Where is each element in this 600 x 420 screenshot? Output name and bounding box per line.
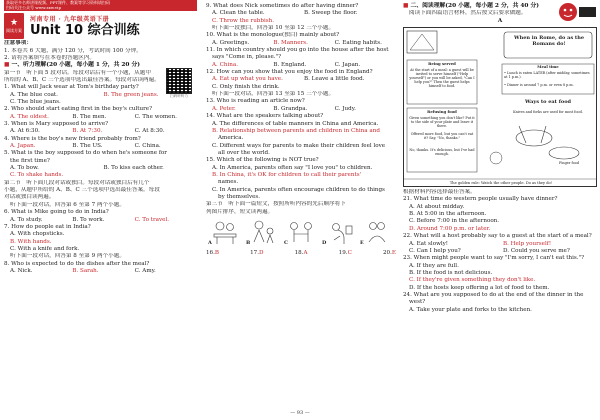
question-9: 9. What does Nick sometimes do after having dinner?	[206, 3, 359, 9]
question-2: 2. Who should start eating first in the boy's culture?	[4, 106, 153, 113]
option[interactable]: A. To study.	[10, 216, 43, 223]
picture-a	[208, 218, 242, 246]
option[interactable]: A. At about midday.	[409, 203, 465, 210]
options-3	[4, 128, 197, 135]
dialog-instruction: 听下面一段对话，回答第 6 至第 7 两个小题。	[10, 201, 125, 208]
refusing-text: Offered more food, but you can't eat it? Say, "No, thanks."	[410, 132, 474, 141]
option[interactable]: B. With hands.	[10, 238, 52, 245]
option[interactable]: A. Nick.	[10, 267, 33, 274]
question-15: 15. Which of the following is NOT true?	[206, 157, 319, 164]
option[interactable]: C. At 8:30.	[134, 128, 165, 135]
part1-instruction: 第一节 听下面 5 段对话。每段对话后有一个小题，从题中	[4, 69, 151, 76]
question-13: 13. Who is reading an article now?	[206, 98, 305, 105]
part2-instruction: 小题，从题中所给的 A、B、C 三个选项中选出最佳答案。每段	[4, 187, 160, 194]
promo-banner	[4, 0, 197, 11]
option[interactable]: A. To bow.	[10, 165, 39, 172]
passage-letter: A	[497, 17, 503, 24]
option-cont: by themselves.	[218, 193, 261, 200]
option[interactable]: B. Sarah.	[72, 267, 99, 274]
option[interactable]: A. In America, parents often say "I love you" to children.	[212, 164, 373, 171]
option[interactable]: B. Sweep the floor.	[304, 10, 358, 17]
question-22: 22. What will a host probably say to a guest at the start of a meal?	[403, 233, 592, 240]
reading-instruction: 阅读下面四篇语言材料，然后按文后要求做题。	[409, 10, 527, 17]
option[interactable]: C. Before 7:00 in the afternoon.	[409, 218, 500, 225]
logo-text: 阅读方案	[6, 28, 22, 34]
dialog-instruction: 听下面一段对话，回答第 13 至第 15 三个小题。	[212, 91, 335, 98]
answer-17[interactable]: 17.D	[250, 249, 264, 256]
option[interactable]: B. The green jeans.	[103, 91, 159, 98]
option[interactable]: A. China.	[212, 61, 238, 68]
part1-instruction: 所给的 A、B、C 三个选项中选出最佳答案。每段对话读两遍。	[4, 76, 160, 83]
option[interactable]: A. The differences of table manners in China and America.	[212, 120, 379, 127]
mealtime-line: • Lunch is eaten LATER (after midday, sometimes at 1 p.m.).	[504, 71, 590, 80]
promo-line: 获取更多名师讲课视频、PPT课件、教案等学习资料请扫码	[6, 0, 111, 5]
options-22b	[403, 248, 597, 255]
option[interactable]: C. To travel.	[134, 216, 170, 223]
picture-letter: D	[322, 239, 327, 246]
question-21: 21. What time do western people usually have dinner?	[403, 196, 558, 203]
option[interactable]: C. Different ways for parents to make their children feel love	[212, 142, 386, 149]
options-12	[206, 76, 396, 83]
option[interactable]: A. The oldest.	[10, 113, 49, 120]
option[interactable]: D. If the hosts keep offering a lot of food to them.	[409, 284, 550, 291]
question-23: 23. When might people want to say "I'm sorry, I can't eat this."?	[403, 255, 585, 262]
option[interactable]: C. With a knife and fork.	[10, 245, 80, 252]
question-4: 4. Where is the boy's new friend probably from?	[4, 135, 141, 142]
refusing-title: Refusing food	[427, 109, 457, 115]
mascot-logo-icon	[557, 1, 597, 23]
refusing-speech: No, thanks. It's delicious, but I've had enough.	[409, 148, 475, 157]
being-served-text: At the start of a meal: a guest will be invited to serve himself ("Help yourself") or you will be asked, "Can I help you?" Then the guest helps himself to food.	[409, 68, 475, 89]
unit-title: Unit 10 综合训练	[30, 23, 140, 39]
question-11: 11. In which country should you go into the house after the host	[206, 47, 389, 54]
answer-18[interactable]: 18.A	[294, 249, 308, 256]
option[interactable]: C. Eating habits.	[334, 39, 382, 46]
option[interactable]: B. Leave a little food.	[304, 76, 365, 83]
option[interactable]: B. Grandpa.	[273, 105, 308, 112]
option[interactable]: D. Around 7:00 p.m. or later.	[409, 225, 491, 232]
option[interactable]: C. Japan.	[334, 61, 361, 68]
option[interactable]: A. Take your plate and forks to the kitchen.	[409, 306, 532, 313]
option[interactable]: B. At 7:30.	[72, 128, 103, 135]
option[interactable]: A. The blue coat.	[10, 91, 58, 98]
mealtime-title: Meal time	[537, 64, 559, 70]
option[interactable]: C. Can I help you?	[409, 247, 461, 254]
option[interactable]: B. At 5:00 in the afternoon.	[409, 211, 487, 218]
option-cont: names.	[218, 179, 239, 186]
question-7: 7. How do people eat in India?	[4, 223, 91, 230]
reading-task-instruction: 根据材料内容选择最佳答案。	[403, 189, 476, 196]
option[interactable]: A. At 6:30.	[10, 128, 40, 135]
option-cont: all over the world.	[218, 149, 270, 156]
answer-19[interactable]: 19.C	[338, 249, 352, 256]
notes-line: 2. 请将答案填写在本卷的答题区内。	[4, 54, 96, 61]
option[interactable]: A. With chopsticks.	[10, 231, 65, 238]
picture-letter: A	[208, 239, 212, 246]
part3-instruction: 列图片排序，短文读两遍。	[206, 208, 274, 215]
section-heading-listening: ■ 一、听力理解(20 小题，每小题 1 分，共 20 分)	[4, 62, 141, 69]
picture-letter: E	[360, 239, 364, 246]
option[interactable]: B. Help yourself!	[503, 240, 552, 247]
title-row	[4, 12, 197, 40]
greeting-people-icon	[284, 218, 318, 246]
question-1: 1. What will Jack wear at Tom's birthday party?	[4, 84, 139, 91]
bowing-person-icon	[322, 218, 356, 246]
picture-c	[284, 218, 318, 246]
notes-line: 1. 本卷共 6 大题，满分 120 分，考试时间 100 分钟。	[4, 47, 142, 54]
question-8: 8. Who is expected to do the dishes after the meal?	[4, 260, 150, 267]
option[interactable]: A. Peter.	[212, 105, 236, 112]
option[interactable]: B. The men.	[72, 113, 107, 120]
question-5: 5. What is the boy supposed to do when he's someone for	[4, 150, 167, 157]
option[interactable]: B. If the food is not delicious.	[409, 269, 493, 276]
option[interactable]: B. England.	[273, 61, 307, 68]
option-cont: America.	[218, 135, 244, 142]
picture-letter: C	[284, 239, 288, 246]
qr-label: 扫码听听力	[170, 94, 188, 98]
options-13	[206, 106, 396, 113]
answer-row	[206, 250, 396, 257]
finger-food-caption: Finger food	[558, 161, 579, 166]
picture-d	[322, 218, 356, 246]
picture-b	[246, 218, 280, 246]
option[interactable]: C. Throw the rubbish.	[212, 17, 274, 24]
answer-20[interactable]: 20.E	[382, 249, 396, 256]
section-heading-reading: ■ 二、阅读理解(20 小题，每小题 2 分，共 40 分)	[403, 3, 540, 9]
answer-16[interactable]: 16.B	[206, 249, 220, 256]
page-number: — 93 —	[290, 410, 310, 416]
option[interactable]: C. The blue jeans.	[10, 99, 61, 105]
option[interactable]: A. Eat slowly!	[409, 240, 449, 247]
options-10	[206, 40, 396, 47]
dialog-instruction: 听下面一段对话，回答第 8 至第 9 两个小题。	[10, 253, 125, 260]
option[interactable]: C. Only finish the drink.	[212, 83, 280, 90]
picture-letter: B	[246, 239, 251, 246]
part2-instruction: 对话或独白读两遍。	[4, 194, 55, 201]
part2-instruction: 第二节 听下面几段对话或独白。每段对话或独白后有几个	[4, 179, 150, 186]
question-10: 10. What is the monologue(独白) mainly about?	[206, 32, 340, 39]
column-left	[4, 0, 197, 410]
option[interactable]: B. Manners.	[273, 39, 308, 46]
promo-line: 扫码关注公众号 www.zxw.vip	[6, 4, 62, 10]
golden-rule-caption: The golden rule: Watch the other people. Do as they do!	[449, 181, 553, 186]
option[interactable]: C. In America, parents often encourage children to do things	[212, 186, 385, 193]
refusing-text: Given something you don't like? Put it to the side of your plate and leave it there.	[409, 116, 475, 129]
question-3: 3. When is Mary supposed to arrive?	[4, 121, 109, 128]
option[interactable]: A. Greetings.	[212, 39, 250, 46]
picture-e	[360, 218, 394, 246]
star-icon: ★	[9, 18, 19, 29]
option[interactable]: B. The US.	[72, 143, 103, 150]
question-24: 24. What are you supposed to do at the end of the dinner in the	[403, 291, 584, 298]
family-dinner-icon	[208, 218, 242, 246]
being-served-title: Being served	[428, 61, 456, 67]
option[interactable]: C. Amy.	[134, 267, 156, 274]
options-22	[403, 241, 597, 248]
etiquette-cartoon	[403, 27, 597, 187]
dialog-instruction: 听下面一段独白，回答第 10 至第 12 三个小题。	[212, 25, 335, 32]
utensils-caption: Knives and forks are used for most food.	[513, 110, 583, 115]
option[interactable]: B. In China, it's OK for children to call their parents'	[212, 171, 362, 178]
options-5	[4, 165, 197, 172]
question-6: 6. What is Mike going to do in India?	[4, 209, 109, 216]
option[interactable]: A. Japan.	[10, 143, 36, 150]
options-2	[4, 114, 197, 121]
hug-people-icon	[360, 218, 394, 246]
options-6	[4, 217, 197, 224]
question-5-cont: the first time?	[10, 157, 50, 164]
option[interactable]: A. If they are full.	[409, 262, 459, 269]
option[interactable]: D. Could you serve me?	[503, 247, 570, 254]
options-11	[206, 62, 396, 69]
cartoon-banner: When in Rome, do as the Romans do!	[513, 35, 585, 48]
option[interactable]: C. If they're given something they don't like.	[409, 277, 536, 284]
option[interactable]: C. The women.	[134, 113, 177, 120]
question-24-cont: west?	[409, 299, 426, 306]
option[interactable]: B. Relationship between parents and children in China and	[212, 127, 380, 134]
qr-code-icon[interactable]	[166, 68, 192, 94]
mealtime-line: • Dinner is around 7 p.m. or even 8 p.m.	[504, 83, 574, 88]
column-middle	[206, 0, 396, 410]
option[interactable]: C. Judy.	[334, 105, 356, 112]
book-subtitle: 河南专用 · 九年级英语下册	[30, 16, 110, 24]
option[interactable]: A. Clean the table.	[212, 10, 265, 17]
option[interactable]: B. To kiss each other.	[103, 165, 164, 172]
options-8	[4, 268, 197, 275]
ways-title: Ways to eat food	[524, 99, 572, 106]
option[interactable]: A. Eat up what you have.	[212, 76, 283, 83]
options-4	[4, 143, 197, 150]
question-14: 14. What are the speakers talking about?	[206, 113, 324, 120]
option[interactable]: B. To work.	[72, 216, 105, 223]
column-right	[403, 0, 597, 410]
child-with-parent-icon	[246, 218, 280, 246]
question-11-cont: says "Come in, please."?	[212, 54, 282, 61]
option[interactable]: C. China.	[134, 143, 161, 150]
options-9	[206, 10, 396, 17]
publisher-logo	[4, 13, 24, 39]
option[interactable]: C. To shake hands.	[10, 172, 64, 179]
question-12: 12. How can you show that you enjoy the food in England?	[206, 69, 373, 76]
picture-row	[206, 218, 396, 248]
part3-instruction: 第三节 听下面一篇短文，按照所听内容的先后顺序将下	[206, 201, 346, 208]
notes-heading: 注意事项：	[4, 40, 32, 47]
